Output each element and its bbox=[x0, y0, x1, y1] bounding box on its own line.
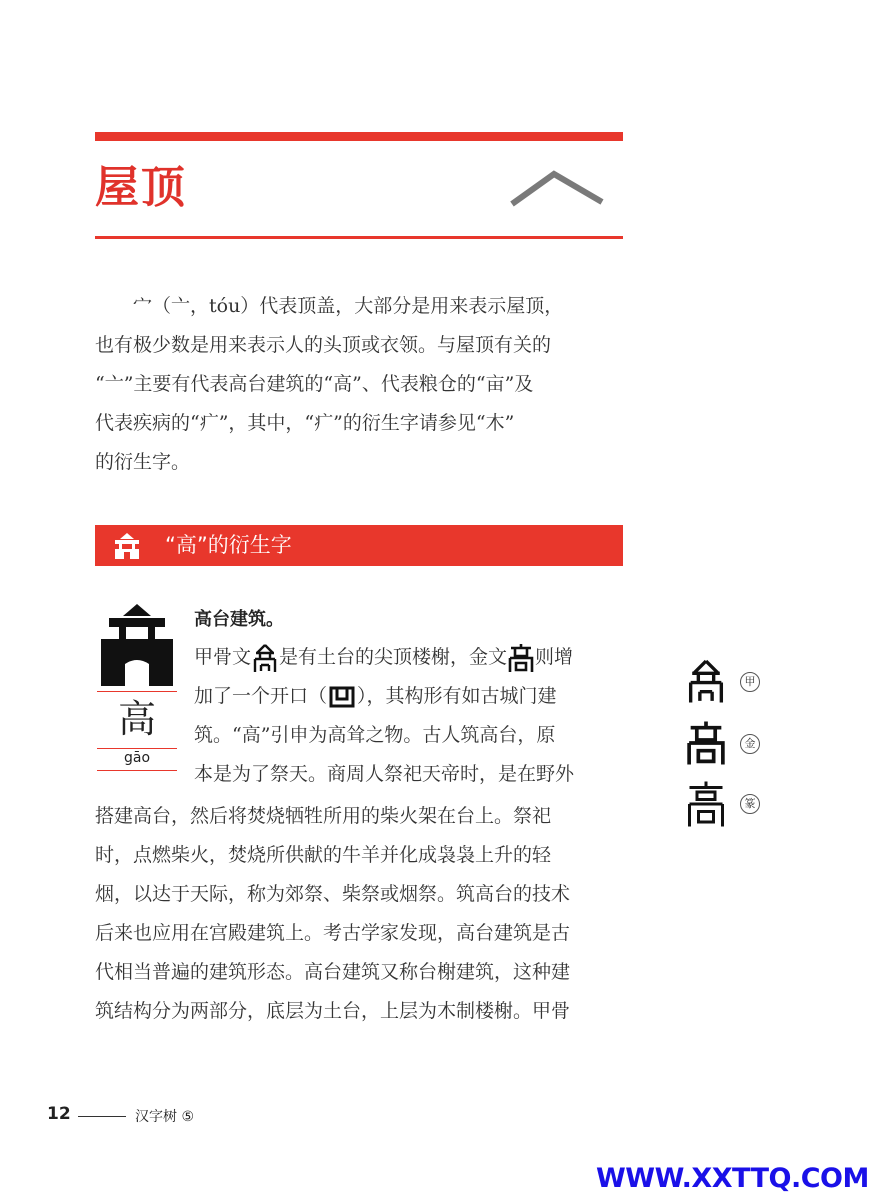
main-character: 高 bbox=[117, 697, 156, 741]
section-header bbox=[95, 525, 623, 566]
body-line: 时，点燃柴火，焚烧所供献的牛羊并化成袅袅上升的轻 bbox=[95, 844, 552, 866]
card-rule bbox=[97, 691, 177, 692]
pinyin: gāo bbox=[123, 750, 151, 766]
script-form-row bbox=[684, 720, 764, 768]
opening-glyph-icon bbox=[327, 685, 357, 709]
body-line: 本是为了祭天。商周人祭祀天帝时，是在野外 bbox=[194, 763, 575, 785]
body-line: 搭建高台，然后将焚烧牺牲所用的柴火架在台上。祭祀 bbox=[95, 805, 552, 827]
page-title: 屋顶 bbox=[95, 162, 187, 213]
page-number: 12 bbox=[47, 1104, 71, 1124]
section-title: “高”的衍生字 bbox=[165, 533, 292, 557]
card-rule bbox=[97, 770, 177, 771]
footer-divider bbox=[78, 1116, 126, 1117]
body-text: 是有土台的尖顶楼榭，金文 bbox=[279, 646, 508, 668]
intro-line: 代表疾病的“疒”，其中，“疒”的衍生字请参见“木” bbox=[95, 412, 515, 434]
body-line: 筑。“高”引申为高耸之物。古人筑高台，原 bbox=[194, 724, 556, 746]
intro-line: 也有极少数是用来表示人的头顶或衣领。与屋顶有关的 bbox=[95, 334, 552, 356]
intro-paragraph bbox=[95, 287, 625, 482]
body-text: 加了一个开口（ bbox=[194, 685, 328, 707]
tower-icon bbox=[112, 532, 142, 560]
seal-form-icon bbox=[684, 780, 728, 828]
gate-tower-icon bbox=[95, 602, 179, 688]
body-line: 筑结构分为两部分，底层为土台，上层为木制楼榭。甲骨 bbox=[95, 1000, 571, 1022]
intro-line: 的衍生字。 bbox=[95, 451, 191, 473]
bronze-gao-icon bbox=[507, 643, 535, 673]
roof-icon bbox=[508, 168, 608, 208]
script-badge: 甲 bbox=[740, 672, 760, 692]
watermark: WWW.XXTTQ.COM bbox=[596, 1163, 869, 1194]
body-text: 甲骨文 bbox=[194, 646, 252, 668]
book-title: 汉字树 ⑤ bbox=[135, 1109, 195, 1125]
script-badge: 篆 bbox=[740, 794, 760, 814]
script-form-row bbox=[684, 658, 764, 706]
body-text: ），其构形有如古城门建 bbox=[357, 685, 557, 707]
entry-heading: 高台建筑。 bbox=[194, 609, 284, 630]
script-forms bbox=[684, 658, 764, 838]
oracle-bone-gao-icon bbox=[251, 643, 279, 673]
top-rule bbox=[95, 132, 623, 141]
script-badge: 金 bbox=[740, 734, 760, 754]
intro-line: 宀（亠，tóu）代表顶盖，大部分是用来表示屋顶， bbox=[133, 295, 564, 317]
script-form-row bbox=[684, 780, 764, 828]
oracle-bone-form-icon bbox=[684, 658, 728, 704]
body-line: 后来也应用在宫殿建筑上。考古学家发现，高台建筑是古 bbox=[95, 922, 571, 944]
card-rule bbox=[97, 748, 177, 749]
body-line bbox=[194, 677, 557, 716]
title-underline bbox=[95, 236, 623, 239]
body-line bbox=[194, 638, 573, 677]
character-card bbox=[95, 602, 179, 772]
intro-line: “亠”主要有代表高台建筑的“高”、代表粮仓的“亩”及 bbox=[95, 373, 534, 395]
body-line: 烟，以达于天际，称为郊祭、柴祭或烟祭。筑高台的技术 bbox=[95, 883, 571, 905]
body-line: 代相当普遍的建筑形态。高台建筑又称台榭建筑，这种建 bbox=[95, 961, 571, 983]
body-text: 则增 bbox=[535, 646, 574, 668]
bronze-form-icon bbox=[684, 720, 728, 766]
